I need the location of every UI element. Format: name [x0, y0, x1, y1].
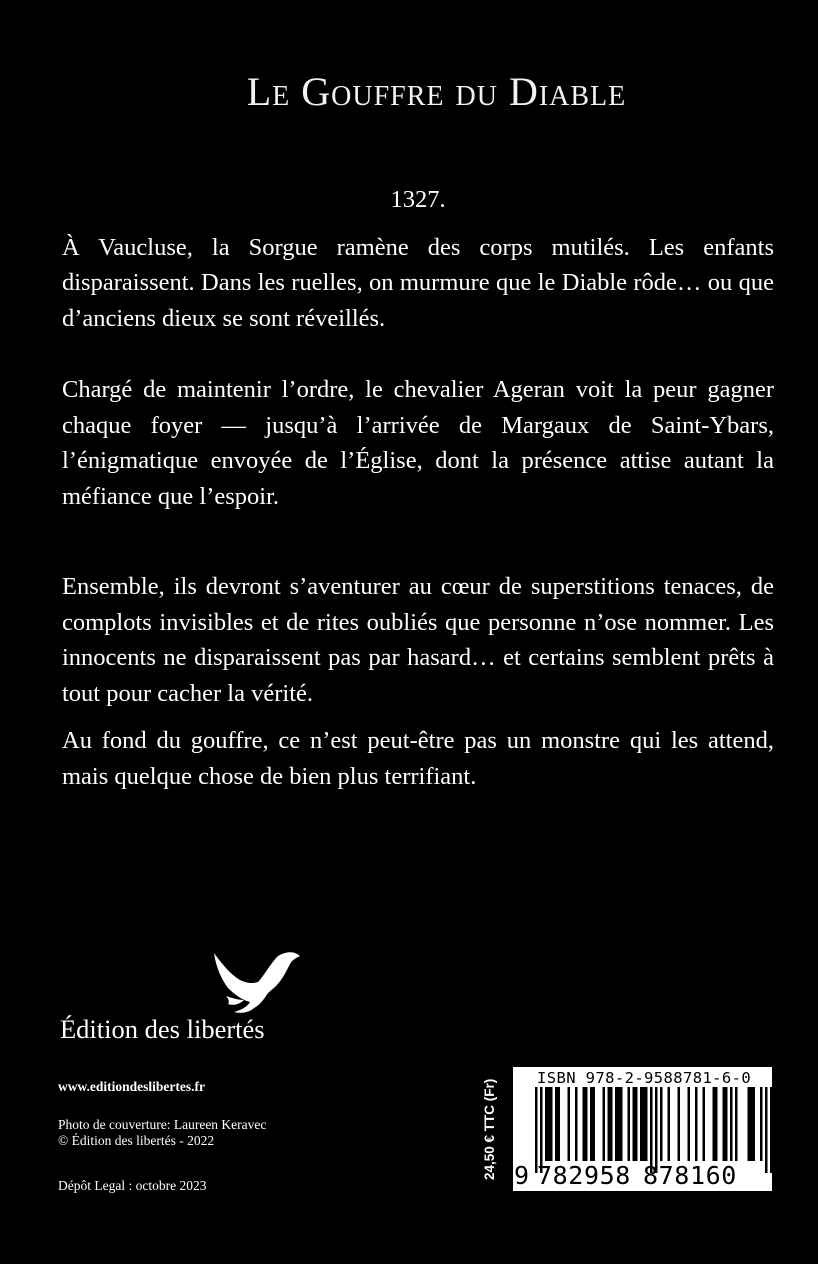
barcode-bar	[548, 1087, 551, 1161]
blurb-paragraph-4: Au fond du gouffre, ce n’est peut-être pas un monstre qui les attend, mais quelque chose de bien plus terrifiant.	[62, 727, 774, 790]
back-cover-blurb	[62, 182, 774, 794]
barcode-bar	[635, 1087, 638, 1161]
barcode-left-digits: 782958	[537, 1161, 631, 1190]
barcode-bar	[723, 1087, 726, 1161]
barcode-bar	[615, 1087, 618, 1161]
barcode-bar	[678, 1087, 681, 1161]
publisher-name: Édition des libertés	[60, 1014, 265, 1044]
barcode-bar	[660, 1087, 663, 1161]
barcode-bar	[558, 1087, 561, 1161]
isbn-label: ISBN 978-2-9588781-6-0	[537, 1069, 752, 1087]
barcode-bar	[590, 1087, 593, 1161]
blurb-paragraph-1: À Vaucluse, la Sorgue ramène des corps mutilés. Les enfants disparaissent. Dans les ruelles, on murmure que le Diable rôde… ou que d’anciens dieux se sont réveillés.	[62, 233, 774, 332]
barcode-bar	[620, 1087, 623, 1161]
barcode-bar	[568, 1087, 571, 1161]
publisher-website: www.editiondeslibertes.fr	[58, 1079, 205, 1094]
isbn-barcode	[513, 1067, 772, 1191]
barcode-bar	[695, 1087, 698, 1161]
barcode-first-digit: 9	[514, 1161, 530, 1190]
barcode-bar	[640, 1087, 643, 1161]
barcode-bar	[555, 1087, 558, 1161]
blurb-year: 1327.	[390, 186, 446, 213]
legal-deposit: Dépôt Legal : octobre 2023	[58, 1178, 207, 1193]
book-title: Le Gouffre du Diable	[246, 69, 627, 114]
barcode-bar	[715, 1087, 718, 1161]
barcode-bar	[610, 1087, 613, 1161]
barcode-bar	[575, 1087, 578, 1161]
barcode-bar	[550, 1087, 553, 1161]
barcode-bar	[668, 1087, 671, 1161]
barcode-bar	[643, 1087, 646, 1161]
barcode-bar	[583, 1087, 586, 1161]
barcode-bar	[618, 1087, 621, 1161]
barcode-bar	[750, 1087, 753, 1161]
barcode-bar	[633, 1087, 636, 1161]
barcode-bar	[760, 1087, 763, 1161]
photo-credit: Photo de couverture: Laureen Keravec	[58, 1117, 267, 1132]
barcode-bar	[585, 1087, 588, 1161]
blurb-paragraph-3: Ensemble, ils devront s’aventurer au cœur de superstitions tenaces, de complots invisibles et de rites oubliés que personne n’ose nommer. Les innocents ne disparaissent pas par hasard… et certains semblent prêts à tout pour cacher la vérité.	[62, 573, 774, 707]
barcode-bar	[603, 1087, 606, 1161]
barcode-right-digits: 878160	[643, 1161, 737, 1190]
barcode-bar	[753, 1087, 756, 1161]
blurb-paragraph-2: Chargé de maintenir l’ordre, le chevalier Ageran voit la peur gagner chaque foyer — jusqu’à l’arrivée de Margaux de Saint-Ybars, l’énigmatique envoyée de l’Église, dont la présence attise autant la méfiance que l’espoir.	[62, 376, 774, 510]
barcode-bar	[725, 1087, 728, 1161]
barcode-bar	[713, 1087, 716, 1161]
barcode-bar	[593, 1087, 596, 1161]
barcode-bar	[735, 1087, 738, 1161]
barcode-bar	[628, 1087, 631, 1161]
barcode-bar	[545, 1087, 548, 1161]
barcode-bar	[748, 1087, 751, 1161]
price-label: 24,50 € TTC (Fr)	[482, 1078, 497, 1180]
barcode-bar	[645, 1087, 648, 1161]
barcode-bar	[703, 1087, 706, 1161]
barcode-bar	[688, 1087, 691, 1161]
copyright-notice: © Édition des libertés - 2022	[58, 1133, 215, 1148]
dove-icon	[206, 950, 302, 1016]
barcode-bar	[608, 1087, 611, 1161]
barcode-digits	[513, 1161, 772, 1189]
barcode-bar	[730, 1087, 733, 1161]
